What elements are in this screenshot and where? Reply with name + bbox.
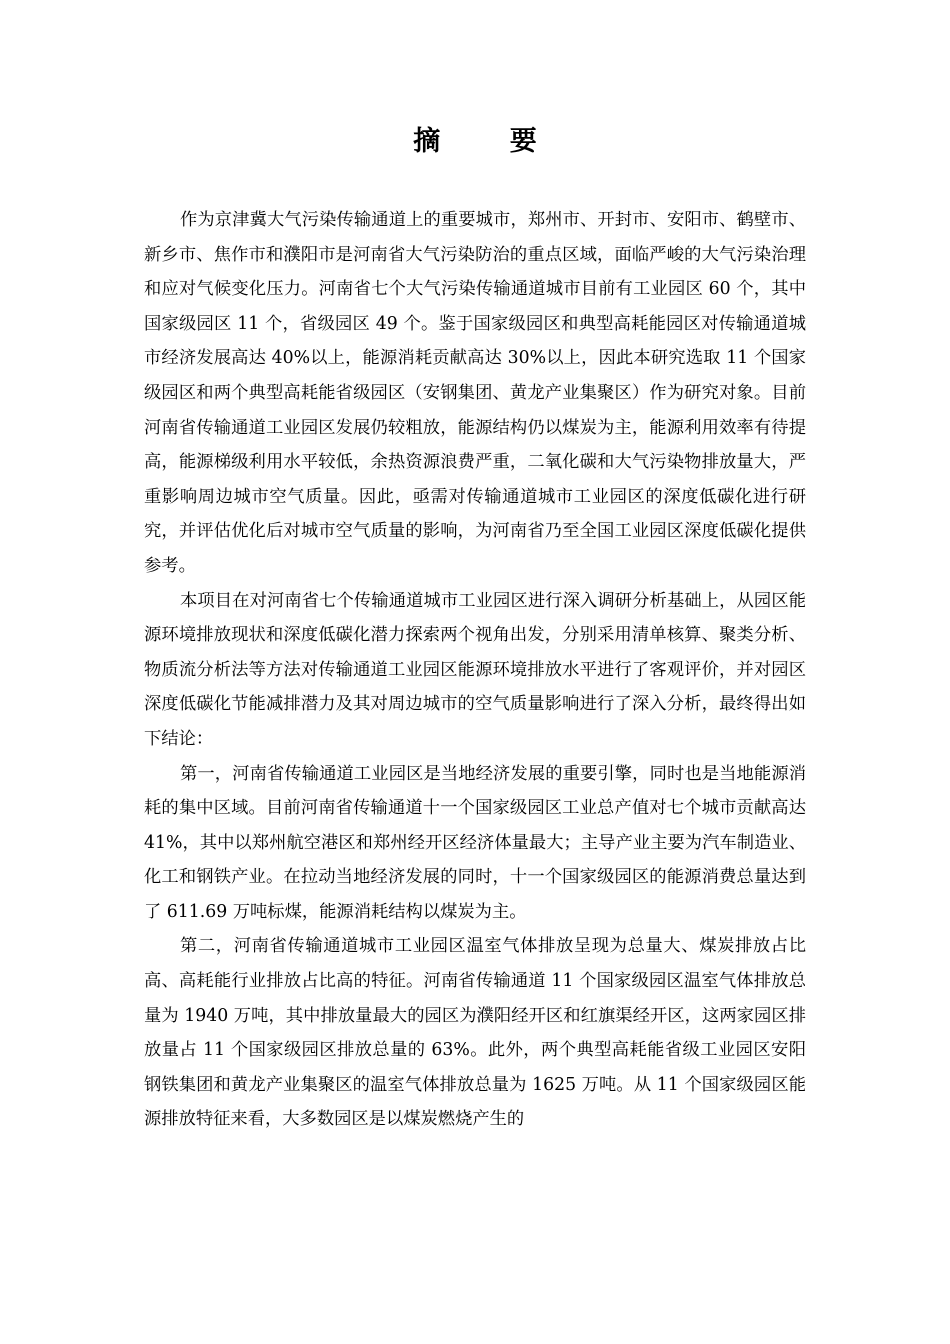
paragraph-2: 本项目在对河南省七个传输通道城市工业园区进行深入调研分析基础上，从园区能源环境排放现状和深度低碳化潜力探索两个视角出发，分别采用清单核算、聚类分析、物质流分析法等方法对传输通道工业园区能源环境排放水平进行了客观评价，并对园区深度低碳化节能减排潜力及其对周边城市的空气质量影响进行了深入分析，最终得出如下结论： xyxy=(144,590,806,749)
paragraph-4: 第二，河南省传输通道城市工业园区温室气体排放呈现为总量大、煤炭排放占比高、高耗能行业排放占比高的特征。河南省传输通道 11 个国家级园区温室气体排放总量为 1940 万吨，其中排放量最大的园区为濮阳经开区和红旗渠经开区，这两家园区排放量占 11 个国家级园区排放总量的 63%。此外，两个典型高耗能省级工业园区安阳钢铁集团和黄龙产业集聚区的温室气体排放总量为 1625 万吨。从 11 个国家级园区能源排放特征来看，大多数园区是以煤炭燃烧产生的 xyxy=(144,936,806,1130)
page-title: 摘 要 xyxy=(413,126,567,157)
paragraph-1: 作为京津冀大气污染传输通道上的重要城市，郑州市、开封市、安阳市、鹤壁市、新乡市、焦作市和濮阳市是河南省大气污染防治的重点区域，面临严峻的大气污染治理和应对气候变化压力。河南省七个大气污染传输通道城市目前有工业园区 60 个，其中国家级园区 11 个，省级园区 49 个。鉴于国家级园区和典型高耗能园区对传输通道城市经济发展高达 40%以上，能源消耗贡献高达 30%以上，因此本研究选取 11 个国家级园区和两个典型高耗能省级园区（安钢集团、黄龙产业集聚区）作为研究对象。目前河南省传输通道工业园区发展仍较粗放，能源结构仍以煤炭为主，能源利用效率有待提高，能源梯级利用水平较低，余热资源浪费严重，二氧化碳和大气污染物排放量大，严重影响周边城市空气质量。因此，亟需对传输通道城市工业园区的深度低碳化进行研究，并评估优化后对城市空气质量的影响，为河南省乃至全国工业园区深度低碳化提供参考。 xyxy=(144,210,806,576)
document-page xyxy=(144,0,806,1344)
abstract-body xyxy=(144,203,806,1137)
paragraph-3: 第一，河南省传输通道工业园区是当地经济发展的重要引擎，同时也是当地能源消耗的集中区域。目前河南省传输通道十一个国家级园区工业总产值对七个城市贡献高达 41%，其中以郑州航空港区和郑州经开区经济体量最大；主导产业主要为汽车制造业、化工和钢铁产业。在拉动当地经济发展的同时，十一个国家级园区的能源消费总量达到了 611.69 万吨标煤，能源消耗结构以煤炭为主。 xyxy=(144,763,806,922)
